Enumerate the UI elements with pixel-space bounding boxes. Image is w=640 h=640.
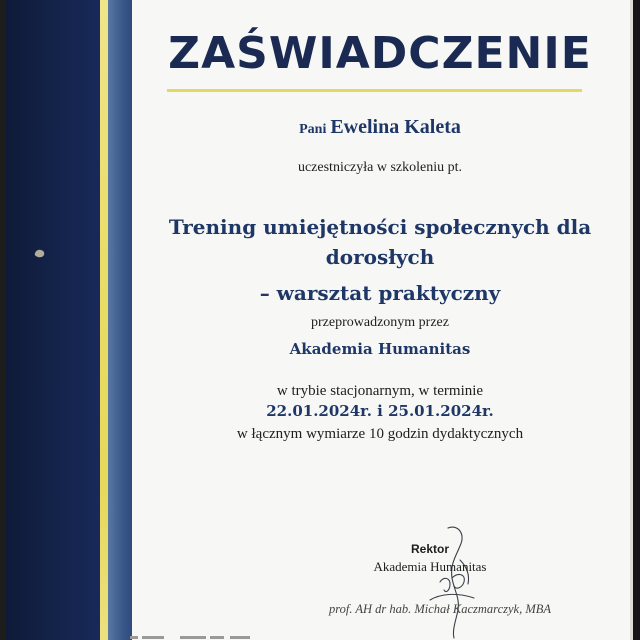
cut-off-footer-marks: [130, 632, 280, 640]
mode-text: w trybie stacjonarnym, w terminie: [276, 383, 484, 399]
scan-edge-right: [633, 0, 640, 640]
hours-text: w łącznym wymiarze 10 godzin dydaktycznych: [236, 426, 524, 442]
attended-text: uczestniczyła w szkoleniu pt.: [297, 160, 463, 175]
decorative-band-navy: [6, 0, 100, 640]
conducted-by-text: przeprowadzonym przez: [311, 315, 449, 330]
signature-role: Rektor: [410, 542, 449, 556]
title-underline: [167, 89, 582, 92]
course-title-line-3: – warsztat praktyczny: [259, 281, 501, 305]
recipient-line: [140, 116, 620, 139]
course-title-line-2: dorosłych: [325, 245, 435, 269]
signature-organization: Akademia Humanitas: [373, 559, 487, 574]
signer-name: prof. AH dr hab. Michał Kaczmarczyk, MBA: [328, 602, 552, 616]
handwritten-signature: [400, 520, 510, 640]
decorative-band-blue: [108, 0, 132, 640]
course-title-line-1: Trening umiejętności społecznych dla: [168, 215, 592, 239]
paper-smudge: [34, 249, 46, 258]
certificate-title: ZAŚWIADCZENIE: [168, 28, 592, 79]
training-dates: 22.01.2024r. i 25.01.2024r.: [266, 402, 494, 420]
organizer-name: Akademia Humanitas: [289, 340, 471, 358]
recipient-name: Ewelina Kaleta: [330, 116, 461, 138]
recipient-salutation: Pani: [299, 122, 327, 137]
decorative-band-yellow: [100, 0, 108, 640]
